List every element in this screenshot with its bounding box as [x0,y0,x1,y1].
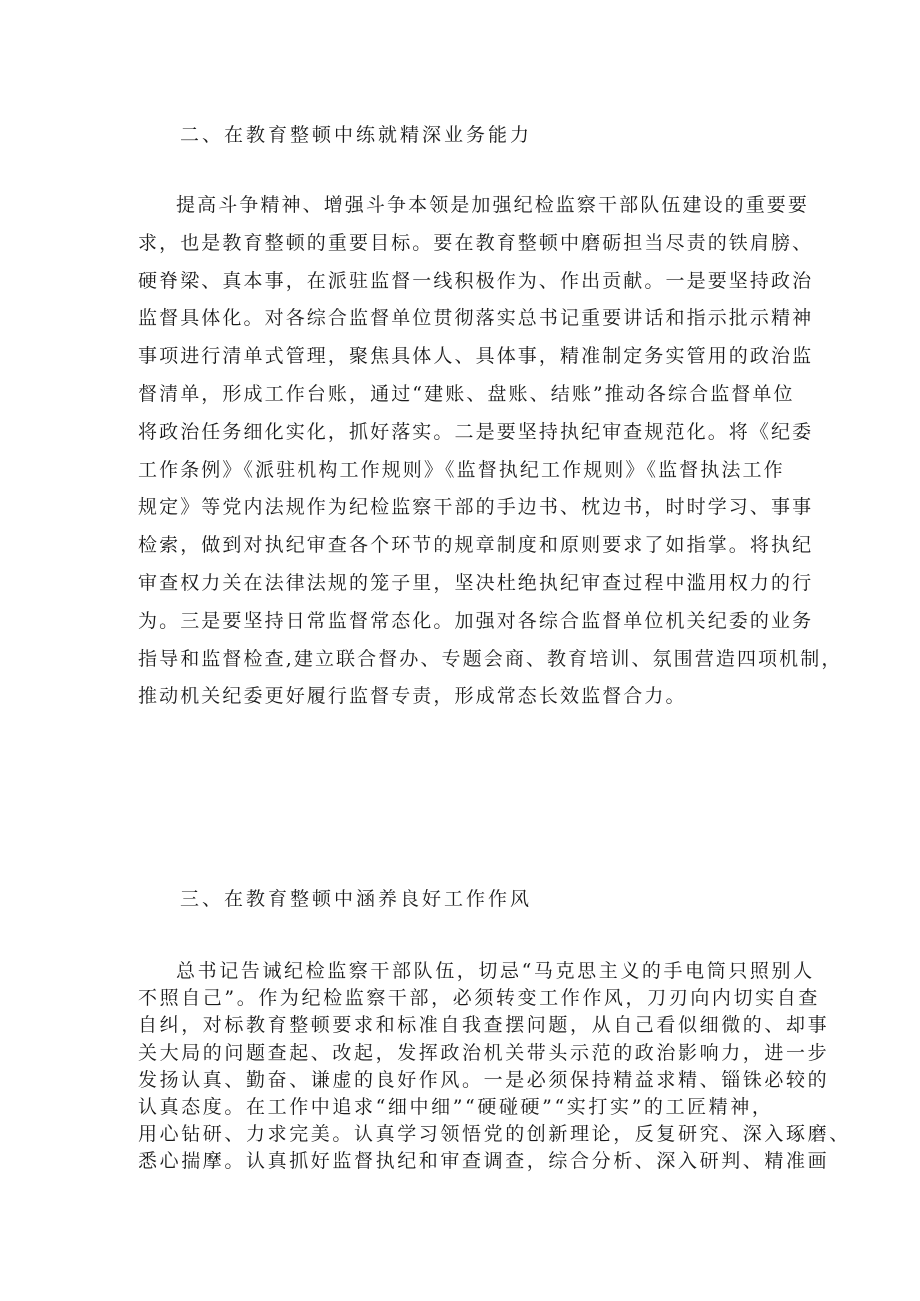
paragraph-line: 事项进行清单式管理，聚焦具体人、具体事，精准制定务实管用的政治监 [138,345,814,368]
paragraph-line: 发扬认真、勤奋、谦虚的良好作风。一是必须保持精益求精、锱铢必较的 [138,1068,830,1091]
paragraph-line: 工作条例》《派驻机构工作规则》《监督执纪工作规则》《监督执法工作 [138,458,785,481]
section-2-paragraph [138,187,843,716]
paragraph-line: 总书记告诫纪检监察干部队伍，切忌“马克思主义的手电筒只照别人 [176,960,815,982]
paragraph-line: 求，也是教育整顿的重要目标。要在教育整顿中磨砺担当尽责的铁肩膀、 [138,231,814,254]
paragraph-line: 提高斗争精神、增强斗争本领是加强纪检监察干部队伍建设的重要要 [176,194,810,216]
paragraph-line: 指导和监督检查,建立联合督办、专题会商、教育培训、氛围营造四项机制， [138,647,843,670]
paragraph-line: 规定》等党内法规作为纪检监察干部的手边书、枕边书，时时学习、事事 [138,496,814,519]
section-3-paragraph [138,958,851,1176]
section-3-heading: 三、在教育整顿中涵养良好工作作风 [180,888,533,910]
paragraph-line: 监督具体化。对各综合监督单位贯彻落实总书记重要讲话和指示批示精神 [138,307,814,330]
paragraph-line: 自纠，对标教育整顿要求和标准自我查摆问题，从自己看似细微的、却事 [138,1014,830,1037]
paragraph-line: 悉心揣摩。认真抓好监督执纪和审查调查，综合分析、深入研判、精准画 [138,1150,830,1173]
paragraph-line: 硬脊梁、真本事，在派驻监督一线积极作为、作出贡献。一是要坚持政治 [138,269,814,292]
paragraph-line: 认真态度。在工作中追求“细中细”“硬碰硬”“实打实”的工匠精神， [138,1095,774,1118]
paragraph-line: 关大局的问题查起、改起，发挥政治机关带头示范的政治影响力，进一步 [138,1041,830,1064]
section-2-heading: 二、在教育整顿中练就精深业务能力 [180,124,533,146]
paragraph-line: 审查权力关在法律法规的笼子里，坚决杜绝执纪审查过程中滥用权力的行 [138,571,814,594]
paragraph-line: 推动机关纪委更好履行监督专责，形成常态长效监督合力。 [138,685,687,708]
paragraph-line: 督清单，形成工作台账，通过“建账、盘账、结账”推动各综合监督单位 [138,382,795,405]
paragraph-line: 检索，做到对执纪审查各个环节的规章制度和原则要求了如指掌。将执纪 [138,534,814,557]
paragraph-line: 为。三是要坚持日常监督常态化。加强对各综合监督单位机关纪委的业务 [138,609,814,632]
paragraph-line: 将政治任务细化实化，抓好落实。二是要坚持执纪审查规范化。将《纪委 [138,420,814,443]
paragraph-line: 不照自己”。作为纪检监察干部，必须转变工作作风，刀刃向内切实自查 [138,987,820,1010]
paragraph-line: 用心钻研、力求完美。认真学习领悟党的创新理论，反复研究、深入琢磨、 [138,1123,851,1146]
